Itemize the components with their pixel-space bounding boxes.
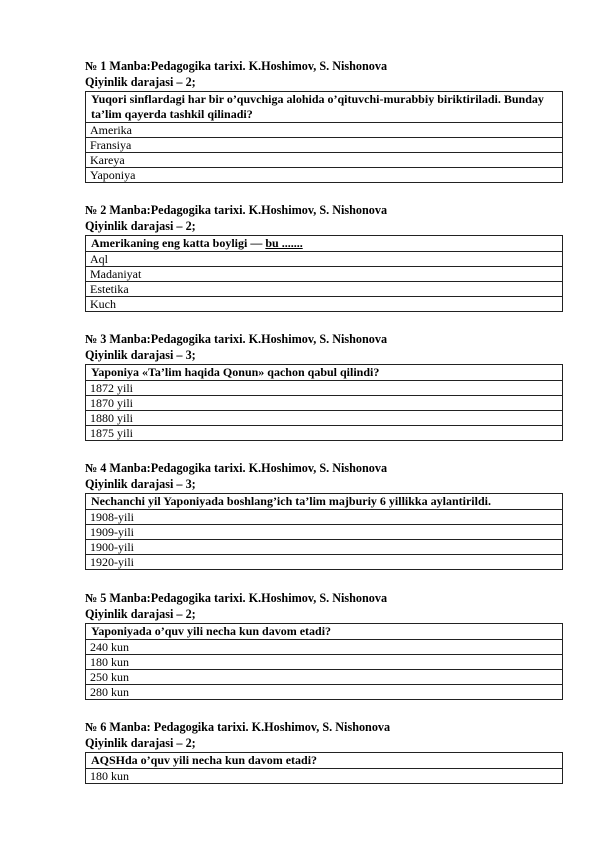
question-table — [85, 91, 563, 183]
answer-option: 1900-yili — [86, 540, 563, 555]
question-table — [85, 235, 563, 312]
answer-option: 1870 yili — [86, 396, 563, 411]
answer-option: 180 kun — [86, 769, 563, 784]
answer-option: Estetika — [86, 282, 563, 297]
question-text: Yaponiya «Ta’lim haqida Qonun» qachon qabul qilindi? — [86, 365, 563, 381]
difficulty-level: Qiyinlik darajasi – 2; — [85, 75, 196, 89]
question-block-2 — [85, 202, 563, 312]
question-text: Nechanchi yil Yaponiyada boshlang’ich ta’lim majburiy 6 yillikka aylantirildi. — [86, 494, 563, 510]
answer-option: Yaponiya — [86, 168, 563, 183]
answer-option: 250 kun — [86, 670, 563, 685]
answer-option: 280 kun — [86, 685, 563, 700]
question-source-header: № 3 Manba:Pedagogika tarixi. K.Hoshimov, S. Nishonova — [85, 332, 388, 346]
difficulty-level: Qiyinlik darajasi – 2; — [85, 736, 196, 750]
question-text: Yaponiyada o’quv yili necha kun davom etadi? — [86, 624, 563, 640]
answer-option: Fransiya — [86, 138, 563, 153]
answer-option: 1908-yili — [86, 510, 563, 525]
answer-option: 1872 yili — [86, 381, 563, 396]
answer-option: 1920-yili — [86, 555, 563, 570]
question-text: AQSHda o’quv yili necha kun davom etadi? — [86, 753, 563, 769]
answer-option: 1875 yili — [86, 426, 563, 441]
answer-option: 1880 yili — [86, 411, 563, 426]
answer-option: Amerika — [86, 123, 563, 138]
question-table — [85, 493, 563, 570]
answer-option: Aql — [86, 252, 563, 267]
question-source-header: № 1 Manba:Pedagogika tarixi. K.Hoshimov, S. Nishonova — [85, 59, 388, 73]
question-table — [85, 623, 563, 700]
question-text: Yuqori sinflardagi har bir o’quvchiga alohida o’qituvchi-murabbiy biriktiriladi. Bunday ta’lim qayerda tashkil qilinadi? — [86, 92, 563, 123]
answer-option: Madaniyat — [86, 267, 563, 282]
answer-option: 240 kun — [86, 640, 563, 655]
question-block-4 — [85, 460, 563, 570]
question-block-1 — [85, 58, 563, 183]
question-text-underlined: bu ....... — [265, 236, 303, 250]
question-text-main: Amerikaning eng katta boyligi — — [91, 236, 266, 250]
question-table — [85, 364, 563, 441]
question-source-header: № 4 Manba:Pedagogika tarixi. K.Hoshimov, S. Nishonova — [85, 461, 388, 475]
difficulty-level: Qiyinlik darajasi – 2; — [85, 219, 196, 233]
question-block-3 — [85, 331, 563, 441]
difficulty-level: Qiyinlik darajasi – 3; — [85, 477, 196, 491]
question-block-6 — [85, 719, 563, 784]
question-source-header: № 2 Manba:Pedagogika tarixi. K.Hoshimov, S. Nishonova — [85, 203, 388, 217]
question-table — [85, 752, 563, 784]
answer-option: 180 kun — [86, 655, 563, 670]
question-source-header: № 5 Manba:Pedagogika tarixi. K.Hoshimov, S. Nishonova — [85, 591, 388, 605]
difficulty-level: Qiyinlik darajasi – 2; — [85, 607, 196, 621]
answer-option: Kareya — [86, 153, 563, 168]
question-block-5 — [85, 590, 563, 700]
answer-option: Kuch — [86, 297, 563, 312]
question-source-header: № 6 Manba: Pedagogika tarixi. K.Hoshimov, S. Nishonova — [85, 720, 391, 734]
answer-option: 1909-yili — [86, 525, 563, 540]
question-text — [86, 236, 563, 252]
difficulty-level: Qiyinlik darajasi – 3; — [85, 348, 196, 362]
